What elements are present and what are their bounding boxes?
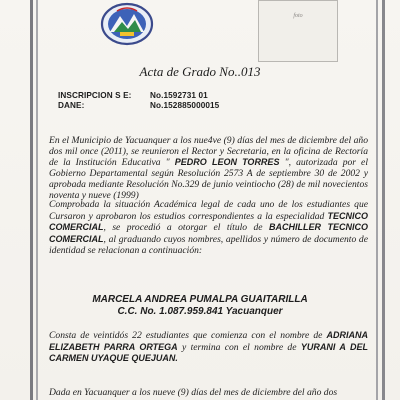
dane-value: No.152885000015 (150, 101, 220, 110)
photo-placeholder-label: foto (293, 13, 303, 19)
left-margin-rule-inner (36, 0, 38, 400)
degree-title: BACHILLER TECNICO COMERCIAL (49, 222, 369, 245)
left-margin-rule (30, 0, 33, 400)
paragraph-meeting: En el Municipio de Yacuanquer a los nue4ve (9) días del mes de diciembre del año dos mil once (2011), se reunieron el Rector y Secretaria, en la oficina de Rectoría de la Institución Educativa " PEDRO LEON TORRES ", autorizada por el Gobierno Departamental según Resolución 2573 A de septiembre 30 de 2002 y aprobada mediante Resolución No.329 de junio veintiocho (28) de mil novecientos noventa y nueve (1999) (49, 135, 368, 201)
institution-seal-logo (100, 2, 154, 48)
school-name: PEDRO LEON TORRES (169, 157, 285, 168)
inscripcion-value: No.1592731 01 (150, 91, 208, 100)
photo-placeholder (258, 0, 338, 62)
dane-label: DANE: (58, 101, 85, 110)
inscripcion-label: INSCRIPCION S E: (58, 91, 132, 100)
right-margin-rule-inner (376, 0, 378, 400)
graduate-id: C.C. No. 1.087.959.841 Yacuanquer (117, 306, 283, 317)
paragraph-qualification: Comprobada la situación Académica legal de cada uno de los estudiantes que Cursaron y aprobaron los estudios correspondientes a la especialidad TECNICO COMERCIAL, se procedió a otorgar el título de BACHILLER TECNICO COMERCIAL, al graduando cuyos nombres, apellidos y número de documento de identidad se relacionan a continuación: (49, 199, 369, 256)
paragraph-date: Dada en Yacuanquer a los nueve (9) días del mes de diciembre del año dos (49, 387, 338, 398)
graduate-name: MARCELA ANDREA PUMALPA GUAITARILLA (92, 294, 308, 305)
right-margin-rule (382, 0, 385, 400)
specialty-name: TECNICO COMERCIAL (49, 210, 368, 233)
last-student-name: YURANI A DEL CARMEN UYAQUE QUEJUAN. (49, 341, 368, 364)
paragraph-roster: Consta de veintidós 22 estudiantes que comienza con el nombre de ADRIANA ELIZABETH PARRA ORTEGA y termina con el nombre de YURANI A DEL CARMEN UYAQUE QUEJUAN. (49, 330, 368, 364)
first-student-name: ADRIANA ELIZABETH PARRA ORTEGA (49, 330, 368, 352)
acta-title: Acta de Grado No..013 (139, 64, 261, 79)
